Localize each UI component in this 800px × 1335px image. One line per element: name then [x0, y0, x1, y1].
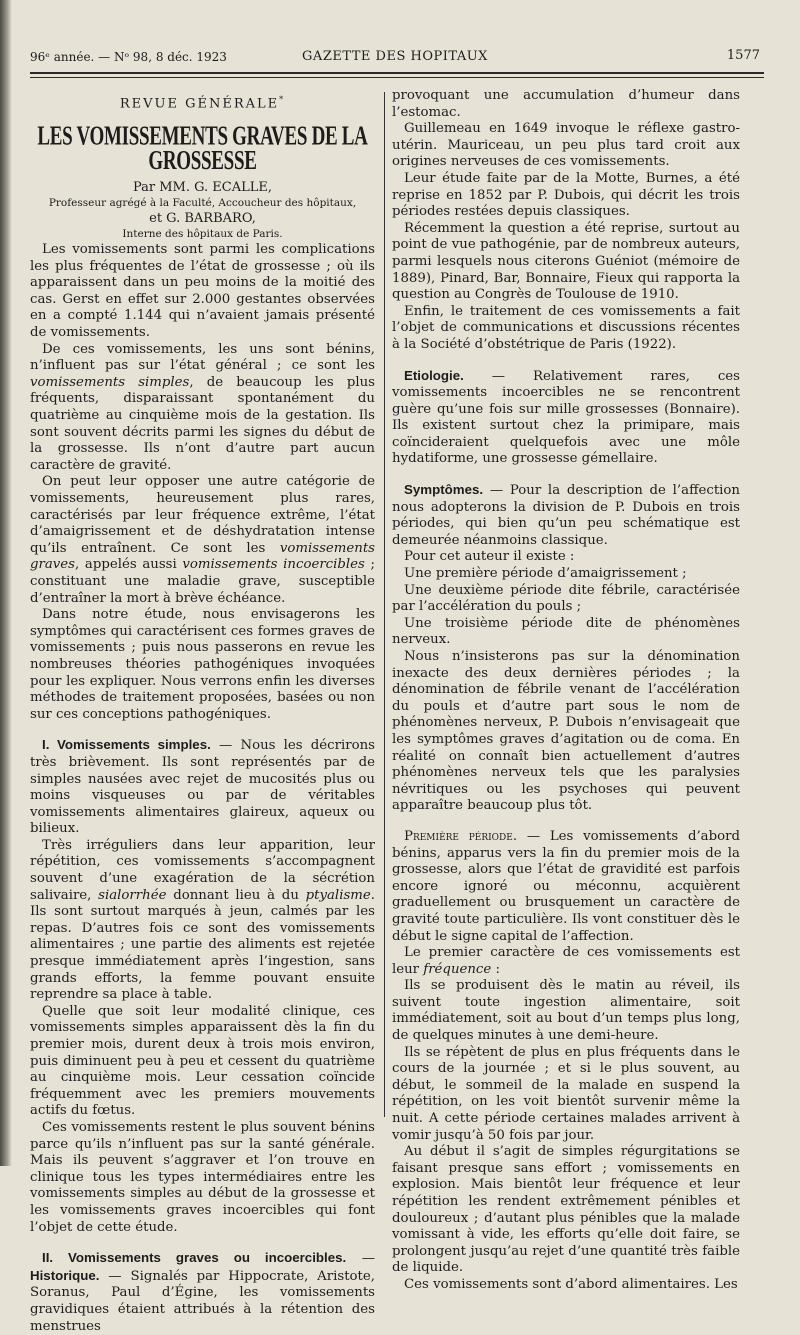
premiere-periode-section: Première période. — Les vomissements d’abord bénins, apparus vers la fin du premier mois de la grossesse, alors que l’état de gravidité est parfois encore ignoré ou méconnu, acquièrent graduellement ou brusquement un caractère de gravité toute particulière. Ils vont constituer dès le début le signe capital de l’affection. [392, 828, 740, 944]
paragraph: Ils se répètent de plus en plus fréquents dans le cours de la journée ; et si le plus souvent, au début, le sommeil de la malade en suspend la répétition, on les voit bientôt survenir même la nuit. A cette période certaines malades arrivent à vomir jusqu’à 50 fois par jour. [392, 1044, 740, 1143]
etiologie-heading: Etiologie. [404, 367, 464, 383]
etiologie-section: Etiologie. — Relativement rares, ces vomissements incoercibles ne se rencontrent guère qu’une fois sur mille grossesses (Bonnaire). Ils existent surtout chez la primipare, mais coïncideraient quelquefois avec une môle hydatiforme, une grossesse gémellaire. [392, 367, 740, 467]
list-item: Une deuxième période dite fébrile, caractérisée par l’accélération du pouls ; [392, 582, 740, 615]
symptomes-heading: Symptômes. [404, 482, 484, 498]
column-separator [384, 92, 385, 1117]
article-title: LES VOMISSEMENTS GRAVES DE LA GROSSESSE [37, 121, 368, 176]
paragraph: Les vomissements sont parmi les complications les plus fréquentes de l’état de grossesse ; où ils apparaissent dans un peu moins de la moitié des cas. Gerst en effet sur 2.000 gestantes observées en a compté 1.144 qui n’avaient jamais présenté de vomissements. [30, 242, 375, 341]
paragraph: De ces vomissements, les uns sont bénins, n’influent pas sur l’état général ; ce sont les vomissements simples, de beaucoup les plus fréquents, disparaissant spontanément du quatrième au cinquième mois de la gestation. Ils sont souvent décrits parmi les signes du début de la grossesse. Ils n’ont d’autre part aucun caractère de gravité. [30, 341, 375, 473]
right-column [392, 88, 740, 1294]
paragraph: Leur étude faite par de la Motte, Burnes, a été reprise en 1852 par P. Dubois, qui décrit les trois périodes restées depuis classiques. [392, 170, 740, 220]
author-1-affiliation: Professeur agrégé à la Faculté, Accoucheur des hôpitaux, [48, 197, 357, 210]
section-heading: REVUE GÉNÉRALE* [119, 95, 286, 112]
section-1-heading: I. Vomissements simples. [42, 737, 211, 753]
paragraph: Guillemeau en 1649 invoque le réflexe gastro-utérin. Mauriceau, un peu plus tard croit aux origines nerveuses de ces vomissements. [392, 121, 740, 170]
paragraph: Au début il s’agit de simples régurgitations se faisant presque sans effort ; vomissements en explosion. Mais bientôt leur fréquence et leur répétition les rendent extrêmement pénibles et douloureux ; d’autant plus pénibles que la malade vomissant à vide, les efforts qu’elle doit faire, se prolongent jusqu’au rejet d’une quantité très faible de liquide. [392, 1144, 740, 1276]
section-2-heading: II. Vomissements graves ou incoercibles. [42, 1250, 347, 1266]
paragraph: provoquant une accumulation d’humeur dans l’estomac. [392, 88, 740, 120]
paragraph: Récemment la question a été reprise, surtout au point de vue pathogénie, par de nombreux auteurs, parmi lesquels nous citerons Guéniot (mémoire de 1889), Pinard, Bar, Bonnaire, Fieux qui rapporta la question au Congrès de Toulouse de 1910. [392, 220, 740, 303]
page-edge-shadow [0, 0, 12, 1166]
list-item: Une troisième période dite de phénomènes nerveux. [392, 615, 740, 648]
author-1: Par MM. G. ECALLE, [132, 180, 273, 196]
header-rule-thick [30, 72, 764, 74]
premiere-periode-heading: Première période. [404, 828, 518, 844]
paragraph: Nous n’insisterons pas sur la dénomination inexacte des deux dernières périodes ; la dénomination de fébrile venant de l’accélération du pouls et d’autre part sous le nom de phénomènes nerveux, P. Dubois n’envisageait que les symptômes graves d’agitation ou de coma. En réalité on connaît bien actuellement d’autres phénomènes nerveux tels que les paralysies névritiques ou les psychoses qui peuvent apparaître beaucoup plus tôt. [392, 649, 740, 814]
running-header [30, 44, 760, 68]
author-2-affiliation: Interne des hôpitaux de Paris. [122, 228, 283, 241]
list-item: Une première période d’amaigrissement ; [404, 566, 687, 582]
paragraph: On peut leur opposer une autre catégorie de vomissements, heureusement plus rares, caractérisés par leur fréquence extrême, l’état d’amaigrissement et de déshydratation intense qu’ils entraînent. Ce sont les vomissements graves, appelés aussi vomissements incoercibles ; constituant une maladie grave, susceptible d’entraîner la mort à brève échéance. [30, 474, 375, 606]
page-number: 1577 [726, 48, 760, 63]
paragraph: Dans notre étude, nous envisagerons les symptômes qui caractérisent ces formes graves de vomissements ; puis nous passerons en revue les nombreuses théories pathogéniques invoquées pour les expliquer. Nous verrons enfin les diverses méthodes de traitement proposées, basées ou non sur ces conceptions pathogéniques. [30, 607, 375, 722]
paragraph: Très irréguliers dans leur apparition, leur répétition, ces vomissements s’accompagnent souvent d’une exagération de la sécrétion salivaire, sialorrhée donnant lieu à du ptyalisme. Ils sont surtout marqués à jeun, calmés par les repas. D’autres fois ce sont des vomissements alimentaires ; une partie des aliments est rejetée presque immédiatement après l’ingestion, sans grands efforts, la femme pouvant ensuite reprendre sa place à table. [30, 837, 375, 1003]
paragraph: Enfin, le traitement de ces vomissements a fait l’objet de communications et discussions récentes à la Société d’obstétrique de Paris (1922). [392, 303, 740, 352]
paragraph: Quelle que soit leur modalité clinique, ces vomissements simples apparaissent dès la fin du premier mois, durent deux à trois mois environ, puis diminuent peu à peu et cessent du quatrième au cinquième mois. Leur cessation coïncide fréquemment avec les premiers mouvements actifs du fœtus. [30, 1003, 375, 1119]
list-item: Pour cet auteur il existe : [404, 549, 575, 565]
subsection-historique: Historique. [30, 1267, 100, 1283]
paragraph: Ces vomissements sont d’abord alimentaires. Les [404, 1276, 738, 1292]
paragraph: Ils se produisent dès le matin au réveil, ils suivent toute ingestion alimentaire, soit immédiatement, soit au bout d’un temps plus long, de quelques minutes à une demi-heure. [392, 978, 740, 1044]
section-2: II. Vomissements graves ou incoercibles. — Historique. — Signalés par Hippocrate, Aristote, Soranus, Paul d’Égine, les vomissements gravidiques étaient attribués à la rétention des menstrues [30, 1250, 375, 1334]
left-column [30, 88, 375, 1335]
journal-name: GAZETTE DES HOPITAUX [302, 49, 488, 64]
section-1: I. Vomissements simples. — Nous les décrirons très brièvement. Ils sont représentés par de simples nausées avec rejet de mucosités plus ou moins visqueuses ou par de véritables vomissements alimentaires glaireux, aqueux ou bilieux. [30, 737, 375, 837]
symptomes-section: Symptômes. — Pour la description de l’affection nous adopterons la division de P. Dubois en trois périodes, qui bien qu’un peu schématique est demeurée néanmoins classique. [392, 482, 740, 548]
paragraph: Le premier caractère de ces vomissements est leur fréquence : [392, 945, 740, 977]
author-2: et G. BARBARO, [149, 211, 256, 227]
issue-info: 96ᵉ année. — Nᵒ 98, 8 déc. 1923 [30, 50, 227, 64]
header-rule-thin [30, 77, 764, 78]
paragraph: Ces vomissements restent le plus souvent bénins parce qu’ils n’influent pas sur la santé générale. Mais ils peuvent s’aggraver et l’on trouve en clinique tous les types intermédiaires entre les vomissements simples au début de la grossesse et les vomissements graves incoercibles qui font l’objet de cette étude. [30, 1119, 375, 1235]
